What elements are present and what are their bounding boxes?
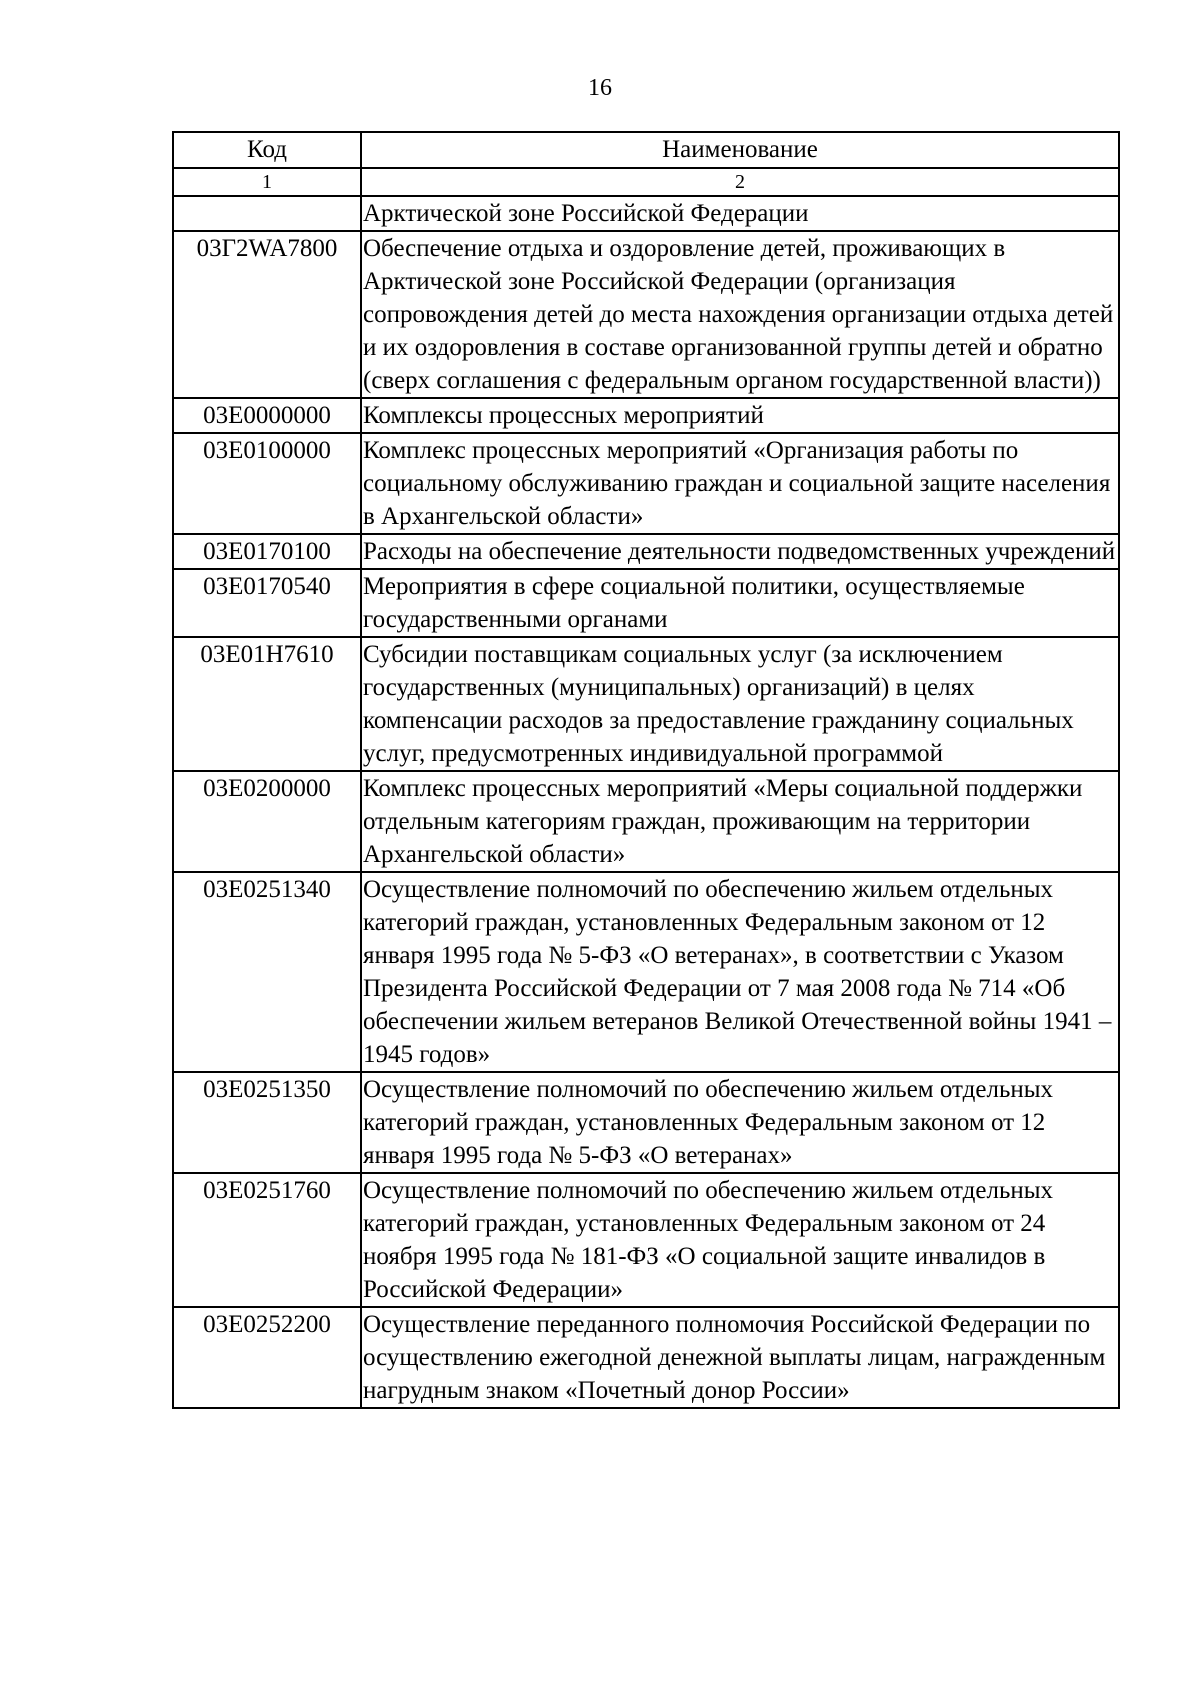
table-row [173, 1072, 1119, 1173]
column-number-name: 2 [361, 168, 1119, 196]
row-code: 03Е0100000 [173, 433, 361, 534]
header-name: Наименование [361, 132, 1119, 168]
row-code: 03Е0170540 [173, 569, 361, 637]
table-row [173, 196, 1119, 231]
row-name: Комплекс процессных мероприятий «Меры социальной поддержки отдельным категориям граждан, проживающим на территории Архангельской области» [361, 771, 1119, 872]
table-row [173, 398, 1119, 433]
row-name: Арктической зоне Российской Федерации [361, 196, 1119, 231]
row-code: 03Е0170100 [173, 534, 361, 569]
table-row [173, 1307, 1119, 1408]
row-name: Мероприятия в сфере социальной политики, осуществляемые государственными органами [361, 569, 1119, 637]
page-number: 16 [588, 75, 612, 101]
row-code [173, 196, 361, 231]
row-code: 03Г2WA7800 [173, 231, 361, 398]
table-header-row [173, 132, 1119, 168]
row-code: 03Е0251350 [173, 1072, 361, 1173]
row-code: 03Е0251340 [173, 872, 361, 1072]
table-row [173, 569, 1119, 637]
table-row [173, 771, 1119, 872]
table-row [173, 534, 1119, 569]
column-number-code: 1 [173, 168, 361, 196]
row-code: 03Е0252200 [173, 1307, 361, 1408]
row-name: Осуществление переданного полномочия Российской Федерации по осуществлению ежегодной денежной выплаты лицам, награжденным нагрудным знаком «Почетный донор России» [361, 1307, 1119, 1408]
table-row [173, 637, 1119, 771]
row-name: Осуществление полномочий по обеспечению жильем отдельных категорий граждан, установленных Федеральным законом от 12 января 1995 года № 5-ФЗ «О ветеранах» [361, 1072, 1119, 1173]
table-row [173, 433, 1119, 534]
table-row [173, 872, 1119, 1072]
row-name: Комплекс процессных мероприятий «Организация работы по социальному обслуживанию граждан и социальной защите населения в Архангельской области» [361, 433, 1119, 534]
row-name: Обеспечение отдыха и оздоровление детей, проживающих в Арктической зоне Российской Федерации (организация сопровождения детей до места нахождения организации отдыха детей и их оздоровления в составе организованной группы детей и обратно (сверх соглашения с федеральным органом государственной власти)) [361, 231, 1119, 398]
row-name: Осуществление полномочий по обеспечению жильем отдельных категорий граждан, установленных Федеральным законом от 12 января 1995 года № 5-ФЗ «О ветеранах», в соответствии с Указом Президента Российской Федерации от 7 мая 2008 года № 714 «Об обеспечении жильем ветеранов Великой Отечественной войны 1941 – 1945 годов» [361, 872, 1119, 1072]
row-code: 03Е0000000 [173, 398, 361, 433]
table-row [173, 231, 1119, 398]
row-name: Субсидии поставщикам социальных услуг (за исключением государственных (муниципальных) организаций) в целях компенсации расходов за предоставление гражданину социальных услуг, предусмотренных индивидуальной программой [361, 637, 1119, 771]
budget-code-table [172, 131, 1120, 1409]
column-number-row [173, 168, 1119, 196]
row-code: 03Е01Н7610 [173, 637, 361, 771]
row-name: Осуществление полномочий по обеспечению жильем отдельных категорий граждан, установленных Федеральным законом от 24 ноября 1995 года № 181-ФЗ «О социальной защите инвалидов в Российской Федерации» [361, 1173, 1119, 1307]
header-code: Код [173, 132, 361, 168]
row-name: Расходы на обеспечение деятельности подведомственных учреждений [361, 534, 1119, 569]
row-name: Комплексы процессных мероприятий [361, 398, 1119, 433]
row-code: 03Е0200000 [173, 771, 361, 872]
table-row [173, 1173, 1119, 1307]
row-code: 03Е0251760 [173, 1173, 361, 1307]
